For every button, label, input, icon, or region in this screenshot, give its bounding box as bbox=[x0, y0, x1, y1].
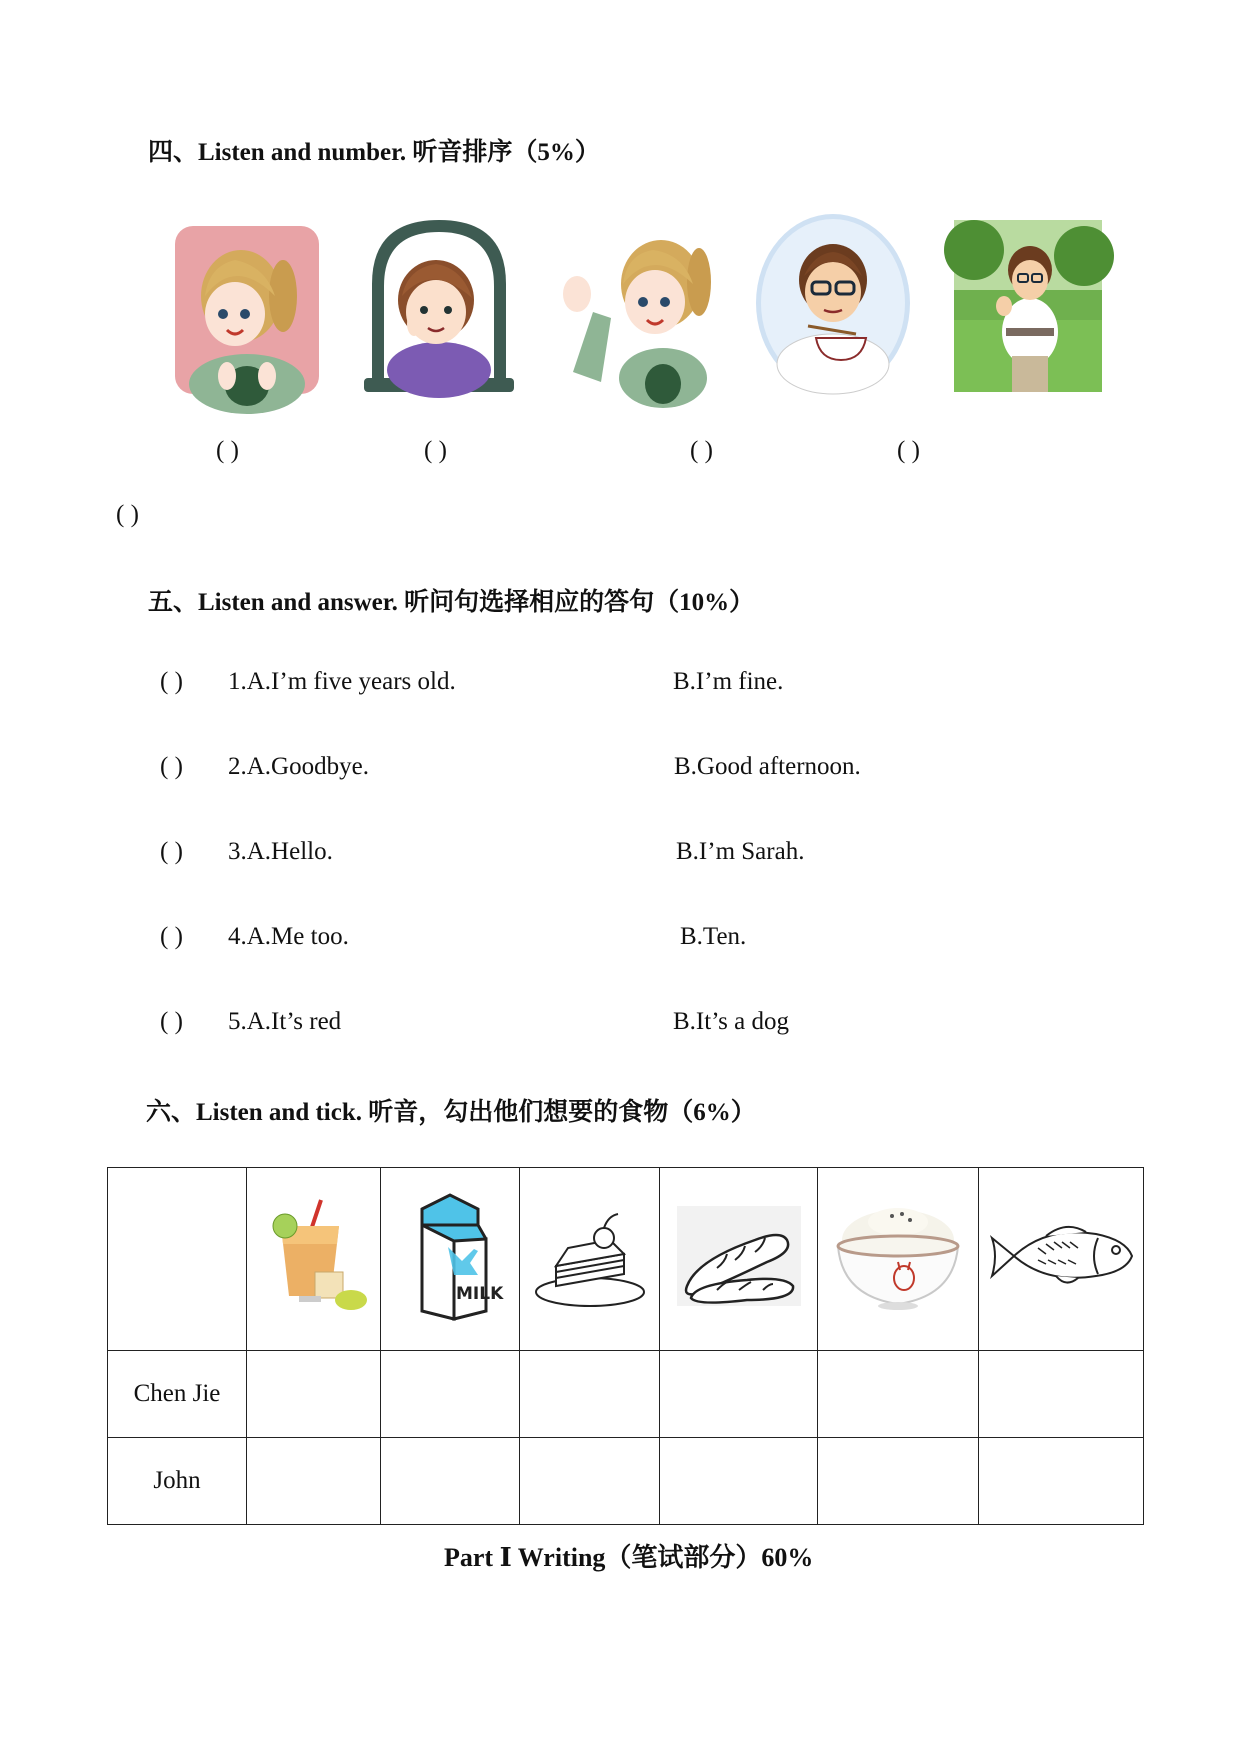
answer-bracket-4[interactable]: ( ) bbox=[897, 437, 920, 464]
question-5-bracket[interactable]: ( ) bbox=[160, 1008, 183, 1035]
answer-bracket-1[interactable]: ( ) bbox=[216, 437, 239, 464]
tick-cell[interactable] bbox=[520, 1351, 660, 1438]
juice-icon bbox=[259, 1295, 369, 1322]
section6-heading: 六、Listen and tick. 听音，勾出他们想要的食物（6%） bbox=[146, 1099, 756, 1126]
tick-cell[interactable] bbox=[660, 1351, 818, 1438]
boy-eating-rice-icon bbox=[756, 214, 910, 392]
tick-cell[interactable] bbox=[247, 1438, 381, 1525]
milk-label: MILK bbox=[456, 1283, 504, 1304]
food-juice-cell bbox=[247, 1168, 381, 1351]
tick-cell[interactable] bbox=[247, 1351, 381, 1438]
section5-heading: 五、Listen and answer. 听问句选择相应的答句（10%） bbox=[148, 589, 755, 616]
boy-in-window-icon bbox=[362, 212, 516, 394]
food-bread-cell bbox=[660, 1168, 818, 1351]
answer-bracket-2[interactable]: ( ) bbox=[424, 437, 447, 464]
question-5-option-b: B.It’s a dog bbox=[673, 1008, 789, 1035]
question-2-option-b: B.Good afternoon. bbox=[674, 753, 861, 780]
girl-greeting-icon bbox=[175, 226, 319, 394]
answer-bracket-5[interactable]: ( ) bbox=[116, 501, 139, 528]
question-1-option-b: B.I’m fine. bbox=[673, 668, 784, 695]
food-milk-cell bbox=[381, 1168, 520, 1351]
fish-icon bbox=[986, 1275, 1136, 1302]
question-2-bracket[interactable]: ( ) bbox=[160, 753, 183, 780]
row-name-chen-jie: Chen Jie bbox=[108, 1351, 247, 1438]
question-5-option-a: 5.A.It’s red bbox=[228, 1008, 342, 1035]
question-3-option-a: 3.A.Hello. bbox=[228, 838, 333, 865]
food-rice-cell bbox=[818, 1168, 979, 1351]
food-tick-table bbox=[107, 1167, 1144, 1525]
tick-cell[interactable] bbox=[818, 1438, 979, 1525]
bread-icon bbox=[677, 1285, 801, 1312]
food-cake-cell bbox=[520, 1168, 660, 1351]
question-3-bracket[interactable]: ( ) bbox=[160, 838, 183, 865]
answer-bracket-3[interactable]: ( ) bbox=[690, 437, 713, 464]
tick-cell[interactable] bbox=[660, 1438, 818, 1525]
cake-icon bbox=[528, 1295, 652, 1322]
rice-bowl-icon bbox=[828, 1291, 968, 1318]
tick-cell[interactable] bbox=[520, 1438, 660, 1525]
girl-waving-icon bbox=[553, 222, 719, 392]
table-corner-cell bbox=[108, 1168, 247, 1351]
tick-cell[interactable] bbox=[381, 1351, 520, 1438]
question-1-option-a: 1.A.I’m five years old. bbox=[228, 668, 456, 695]
question-2-option-a: 2.A.Goodbye. bbox=[228, 753, 369, 780]
tick-cell[interactable] bbox=[979, 1438, 1144, 1525]
tick-cell[interactable] bbox=[979, 1351, 1144, 1438]
row-name-john: John bbox=[108, 1438, 247, 1525]
question-4-option-b: B.Ten. bbox=[680, 923, 747, 950]
question-4-bracket[interactable]: ( ) bbox=[160, 923, 183, 950]
tick-cell[interactable] bbox=[818, 1351, 979, 1438]
section4-heading: 四、Listen and number. 听音排序（5%） bbox=[148, 139, 600, 166]
food-fish-cell bbox=[979, 1168, 1144, 1351]
boy-in-park-icon bbox=[954, 220, 1102, 392]
question-3-option-b: B.I’m Sarah. bbox=[676, 838, 805, 865]
question-1-bracket[interactable]: ( ) bbox=[160, 668, 183, 695]
part-writing-title: Part Ⅰ Writing（笔试部分）60% bbox=[444, 1543, 814, 1572]
tick-cell[interactable] bbox=[381, 1438, 520, 1525]
milk-carton-icon bbox=[408, 1283, 504, 1327]
question-4-option-a: 4.A.Me too. bbox=[228, 923, 349, 950]
